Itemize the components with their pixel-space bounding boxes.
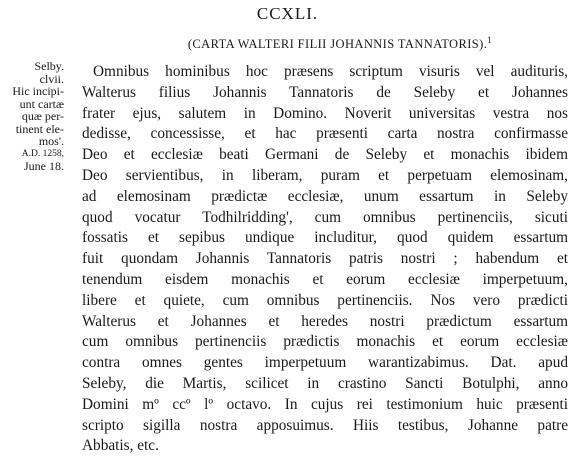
- body-line: frater ejus, salutem in Domino. Noverit universitas vestra nos: [82, 104, 568, 122]
- body-line: Deo servientibus, in liberam, puram et perpetuam elemosinam,: [82, 166, 568, 184]
- body-line: Omnibus hominibus hoc præsens scriptum visuris vel audituris,: [93, 63, 568, 80]
- body-line: ad elemosinam prædictæ ecclesiæ, unum essartum in Seleby: [82, 187, 568, 205]
- body-line: fuit quondam Johannis Tannatoris patris nostri ; habendum et: [82, 250, 568, 268]
- body-line: Walterus et Johannes et heredes nostri prædictum essartum: [82, 312, 568, 330]
- body-line: Domini mº ccº lº octavo. In cujus rei testimonium huic præsenti: [82, 395, 568, 413]
- charter-body-text: [82, 62, 568, 457]
- margin-line: clvii.: [39, 71, 64, 86]
- margin-line: tinent ele-: [15, 121, 64, 136]
- body-line: fossatis et sepibus undique includitur, quod quidem essartum: [82, 229, 568, 247]
- body-line: cum omnibus pertinenciis prædictis monachis et eorum ecclesiæ: [82, 333, 568, 351]
- margin-line: quæ per-: [21, 109, 64, 123]
- charter-title: [120, 35, 560, 52]
- footnote-marker: 1: [487, 35, 493, 45]
- body-line: dedisse, concessisse, et hac præsenti carta nostra confirmasse: [82, 125, 568, 143]
- margin-note: [2, 60, 64, 173]
- charter-title-text: (CARTA WALTERI FILII JOHANNIS TANNATORIS).: [187, 37, 488, 52]
- body-line: Abbatis, etc.: [82, 437, 159, 455]
- margin-line: unt cartæ: [19, 96, 64, 111]
- margin-line: Selby.: [34, 59, 64, 73]
- charter-number-heading: CCXLI.: [256, 4, 319, 23]
- body-line: Deo et ecclesiæ beati Germani de Seleby et monachis ibidem: [82, 146, 568, 164]
- body-line: libere et quiete, cum omnibus pertinenciis. Nos vero prædicti: [82, 291, 568, 309]
- margin-date-line: A.D. 1258,: [21, 148, 64, 159]
- margin-line: Hic incipi-: [12, 84, 64, 98]
- body-line: quod vocatur Todhilridding', cum omnibus pertinenciis, sicuti: [82, 208, 568, 226]
- body-line: Walterus filius Johannis Tannatoris de Seleby et Johannes: [82, 83, 568, 101]
- body-line: contra omnes gentes imperpetuum warantizabimus. Dat. apud: [82, 354, 568, 372]
- body-line: Seleby, die Martis, scilicet in crastino Sancti Botulphi, anno: [82, 374, 568, 392]
- margin-line: mos'.: [38, 134, 64, 148]
- body-line: scripto sigilla nostra apposuimus. Hiis testibus, Johanne patre: [82, 416, 568, 434]
- margin-line: June 18.: [24, 159, 64, 173]
- body-line: tenendum eisdem monachis et eorum ecclesiæ imperpetuum,: [82, 270, 568, 288]
